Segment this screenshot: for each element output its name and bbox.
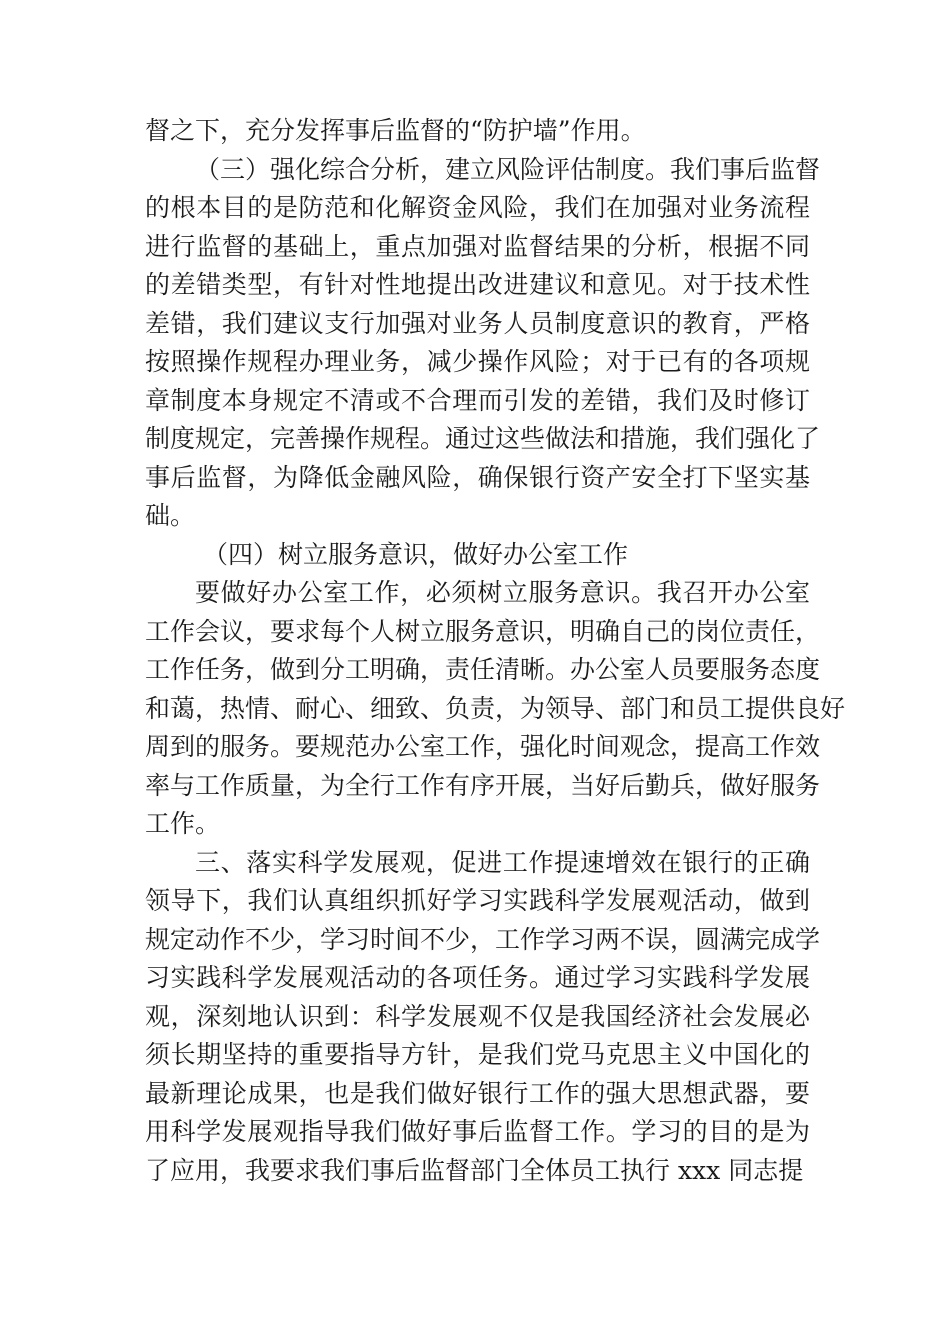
text-line: 进行监督的基础上，重点加强对监督结果的分析，根据不同 bbox=[145, 231, 810, 261]
text-line: 习实践科学发展观活动的各项任务。通过学习实践科学发展 bbox=[145, 963, 810, 992]
text-line: 按照操作规程办理业务，减少操作风险；对于已有的各项规 bbox=[145, 347, 810, 376]
text-line: 工作任务，做到分工明确，责任清晰。办公室人员要服务态度 bbox=[145, 655, 821, 684]
text-line: 制度规定，完善操作规程。通过这些做法和措施，我们强化了 bbox=[145, 424, 821, 453]
paragraph bbox=[145, 844, 821, 1191]
text-line: 了应用，我要求我们事后监督部门全体员工执行 xxx 同志提 bbox=[145, 1155, 804, 1185]
text-line: 须长期坚持的重要指导方针，是我们党马克思主义中国化的 bbox=[145, 1040, 810, 1069]
text-line: 的根本目的是防范和化解资金风险，我们在加强对业务流程 bbox=[145, 193, 810, 222]
text-line: （四）树立服务意识，做好办公室工作 bbox=[203, 539, 629, 569]
document-body bbox=[145, 112, 846, 1190]
text-line: 和蔼，热情、耐心、细致、负责，为领导、部门和员工提供良好 bbox=[145, 693, 846, 723]
paragraph bbox=[145, 112, 810, 151]
paragraph bbox=[145, 574, 846, 844]
text-line: 督之下，充分发挥事后监督的“防护墙”作用。 bbox=[145, 116, 646, 145]
text-line: 用科学发展观指导我们做好事后监督工作。学习的目的是为 bbox=[145, 1117, 810, 1146]
text-line: 章制度本身规定不清或不合理而引发的差错，我们及时修订 bbox=[145, 385, 810, 415]
text-line: 事后监督，为降低金融风险，确保银行资产安全打下坚实基 bbox=[145, 462, 810, 492]
text-line: 要做好办公室工作，必须树立服务意识。我召开办公室 bbox=[195, 578, 810, 607]
text-line: 率与工作质量，为全行工作有序开展，当好后勤兵，做好服务 bbox=[145, 770, 821, 800]
text-line: 工作。 bbox=[145, 809, 221, 838]
text-line: 领导下，我们认真组织抓好学习实践科学发展观活动，做到 bbox=[145, 886, 810, 915]
text-line: 观，深刻地认识到：科学发展观不仅是我国经济社会发展必 bbox=[145, 1001, 810, 1031]
section-heading bbox=[145, 536, 810, 575]
text-line: 工作会议，要求每个人树立服务意识，明确自己的岗位责任， bbox=[145, 616, 821, 646]
paragraph bbox=[145, 151, 821, 536]
text-line: 差错，我们建议支行加强对业务人员制度意识的教育，严格 bbox=[145, 308, 810, 338]
text-line: 三、落实科学发展观，促进工作提速增效在银行的正确 bbox=[195, 847, 810, 877]
text-line: 周到的服务。要规范办公室工作，强化时间观念，提高工作效 bbox=[145, 732, 821, 761]
text-line: 规定动作不少，学习时间不少，工作学习两不误，圆满完成学 bbox=[145, 924, 821, 954]
text-line: 的差错类型，有针对性地提出改进建议和意见。对于技术性 bbox=[145, 270, 810, 299]
text-line: （三）强化综合分析，建立风险评估制度。我们事后监督 bbox=[195, 154, 821, 184]
text-line: 最新理论成果，也是我们做好银行工作的强大思想武器，要 bbox=[145, 1078, 810, 1108]
text-line: 础。 bbox=[145, 501, 196, 530]
